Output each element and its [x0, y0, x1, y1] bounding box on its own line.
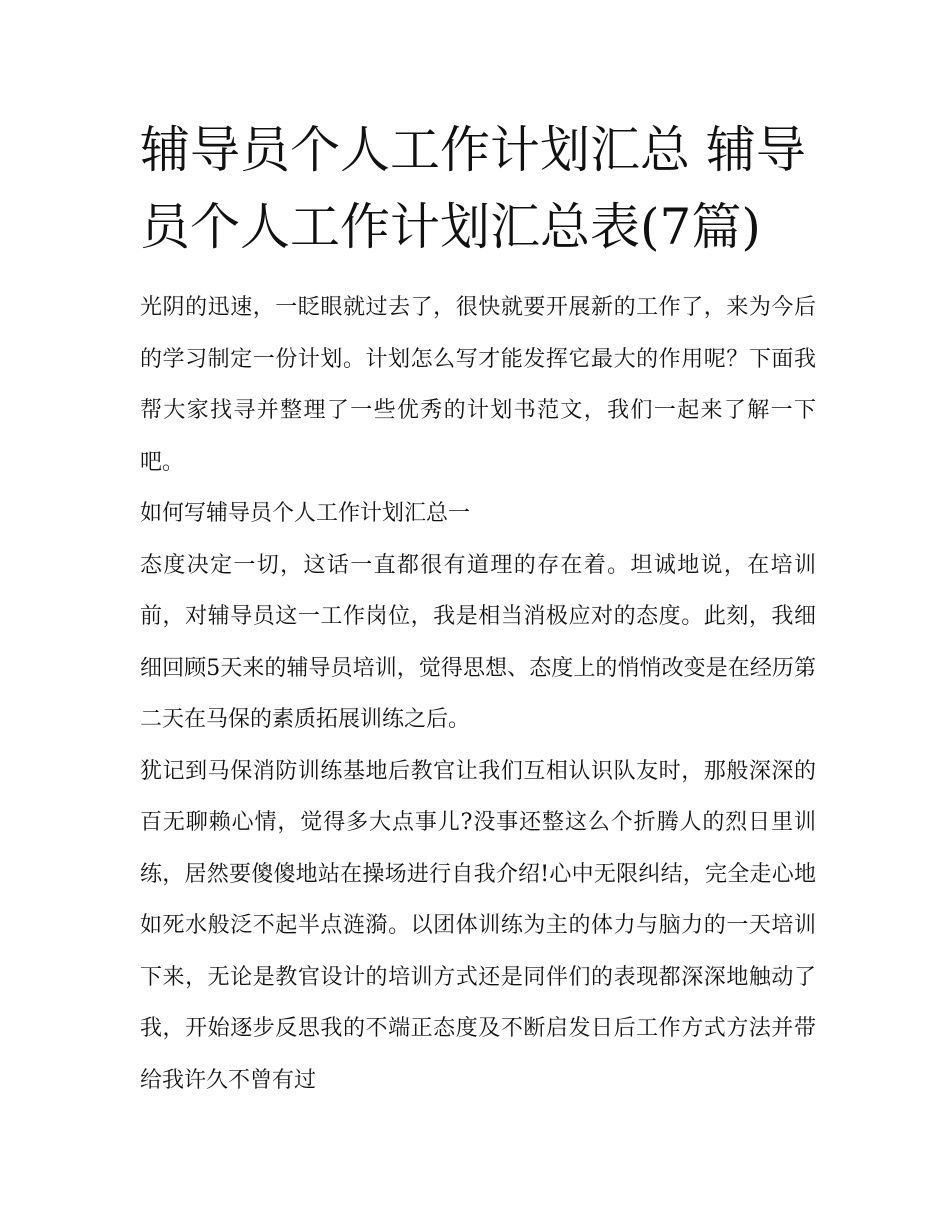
- section-heading: 如何写辅导员个人工作计划汇总一: [140, 501, 471, 526]
- paragraph-training: 犹记到马保消防训练基地后教官让我们互相认识队友时，那般深深的百无聊赖心情，觉得多大点事儿?没事还整这么个折腾人的烈日里训练，居然要傻傻地站在操场进行自我介绍!心中无限纠结，完全走心地如死水般泛不起半点涟漪。以团体训练为主的体力与脑力的一天培训下来，无论是教官设计的培训方式还是同伴们的表现都深深地触动了我，开始逐步反思我的不端正态度及不断启发日后工作方式方法并带给我许久不曾有过: [140, 758, 816, 1093]
- document-body: [140, 282, 816, 1106]
- document-title: 辅导员个人工作计划汇总 辅导员个人工作计划汇总表(7篇): [140, 121, 806, 256]
- paragraph-intro: 光阴的迅速，一眨眼就过去了，很快就要开展新的工作了，来为今后的学习制定一份计划。计划怎么写才能发挥它最大的作用呢？下面我帮大家找寻并整理了一些优秀的计划书范文，我们一起来了解一下吧。: [140, 295, 816, 475]
- paragraph-attitude: 态度决定一切，这话一直都很有道理的存在着。坦诚地说，在培训前，对辅导员这一工作岗位，我是相当消极应对的态度。此刻，我细细回顾5天来的辅导员培训，觉得思想、态度上的悄悄改变是在经历第二天在马保的素质拓展训练之后。: [140, 552, 816, 732]
